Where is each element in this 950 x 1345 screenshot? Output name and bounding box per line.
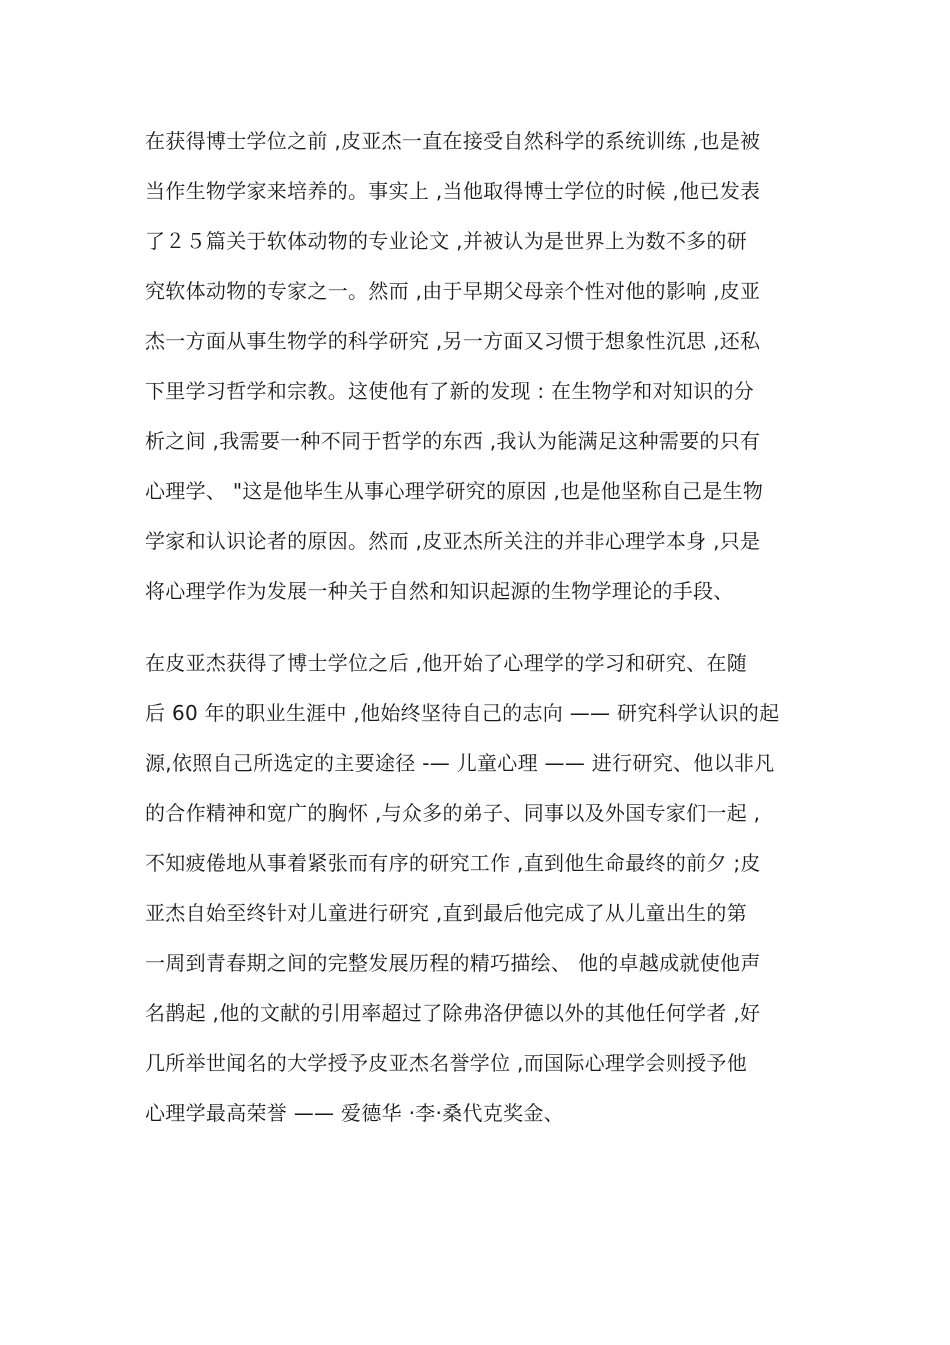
text-line: 名鹊起 ,他的文献的引用率超过了除弗洛伊德以外的其他任何学者 ,好 (145, 1001, 761, 1025)
text-line: 究软体动物的专家之一。然而 ,由于早期父母亲个性对他的影响 ,皮亚 (145, 279, 761, 303)
text-line: 心理学最高荣誉 —— 爱德华 ·李·桑代克奖金、 (145, 1101, 564, 1125)
text-line: 源,依照自己所选定的主要途径 -— 儿童心理 —— 进行研究、他以非凡 (145, 751, 775, 775)
text-line: 一周到青春期之间的完整发展历程的精巧描绘、 他的卓越成就使他声 (145, 951, 761, 975)
text-line: 下里学习哲学和宗教。这使他有了新的发现 : 在生物学和对知识的分 (145, 379, 755, 403)
text-line: 后 60 年的职业生涯中 ,他始终坚待自己的志向 —— 研究科学认识的起 (145, 701, 780, 725)
text-line: 当作生物学家来培养的。事实上 ,当他取得博士学位的时候 ,他已发表 (145, 179, 761, 203)
text-line: 在皮亚杰获得了博士学位之后 ,他开始了心理学的学习和研究、在随 (145, 651, 748, 675)
text-line: 将心理学作为发展一种关于自然和知识起源的生物学理论的手段、 (145, 579, 734, 603)
text-line: 学家和认识论者的原因。然而 ,皮亚杰所关注的并非心理学本身 ,只是 (145, 529, 761, 553)
text-line: 不知疲倦地从事着紧张而有序的研究工作 ,直到他生命最终的前夕 ;皮 (145, 851, 761, 875)
text-line: 几所举世闻名的大学授予皮亚杰名誉学位 ,而国际心理学会则授予他 (145, 1051, 748, 1075)
text-line: 在获得博士学位之前 ,皮亚杰一直在接受自然科学的系统训练 ,也是被 (145, 129, 761, 153)
text-line: 的合作精神和宽广的胸怀 ,与众多的弟子、同事以及外国专家们一起 , (145, 801, 761, 825)
text-line: 亚杰自始至终针对儿童进行研究 ,直到最后他完成了从儿童出生的第 (145, 901, 748, 925)
text-line: 心理学、 "这是他毕生从事心理学研究的原因 ,也是他坚称自己是生物 (145, 479, 764, 503)
text-line: 杰一方面从事生物学的科学研究 ,另一方面又习惯于想象性沉思 ,还私 (145, 329, 761, 353)
text-line: 析之间 ,我需要一种不同于哲学的东西 ,我认为能满足这种需要的只有 (145, 429, 761, 453)
text-line: 了２５篇关于软体动物的专业论文 ,并被认为是世界上为数不多的研 (145, 229, 748, 253)
